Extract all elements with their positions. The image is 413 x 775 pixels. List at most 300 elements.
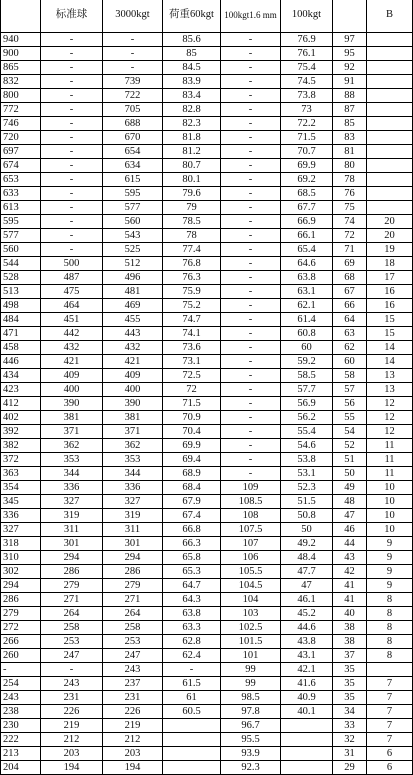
table-cell — [367, 131, 413, 145]
table-cell — [367, 117, 413, 131]
table-cell: 76.8 — [163, 257, 221, 271]
table-cell: 45.2 — [281, 607, 333, 621]
header-row — [1, 0, 413, 33]
table-cell: 772 — [1, 103, 41, 117]
table-cell: - — [221, 327, 281, 341]
table-cell: - — [221, 159, 281, 173]
table-row — [1, 47, 413, 61]
table-cell: 390 — [41, 397, 103, 411]
table-cell: - — [221, 145, 281, 159]
table-cell: 81 — [333, 145, 367, 159]
table-cell: 63.3 — [163, 621, 221, 635]
table-row — [1, 159, 413, 173]
table-cell: - — [1, 663, 41, 677]
table-cell: 213 — [1, 747, 41, 761]
header-text: 3000kgt — [115, 9, 150, 20]
table-cell: 19 — [367, 243, 413, 257]
table-cell: 475 — [41, 285, 103, 299]
table-cell: 68.9 — [163, 467, 221, 481]
table-cell: 33 — [333, 719, 367, 733]
table-cell: 71.5 — [163, 397, 221, 411]
table-cell: 54 — [333, 425, 367, 439]
table-row — [1, 215, 413, 229]
table-cell: 75.4 — [281, 61, 333, 75]
header-text: 100kgt — [291, 9, 322, 20]
table-cell: - — [41, 215, 103, 229]
table-cell: 70.4 — [163, 425, 221, 439]
table-cell: 327 — [41, 495, 103, 509]
header-text: B — [385, 9, 393, 20]
table-cell: 104.5 — [221, 579, 281, 593]
table-cell: 102.5 — [221, 621, 281, 635]
table-cell: 253 — [41, 635, 103, 649]
table-row — [1, 649, 413, 663]
table-cell: 62.4 — [163, 649, 221, 663]
table-cell: 8 — [367, 607, 413, 621]
table-cell: 222 — [1, 733, 41, 747]
table-cell: 286 — [41, 565, 103, 579]
table-cell: 73.8 — [281, 89, 333, 103]
table-cell: 264 — [103, 607, 163, 621]
table-cell: 76.3 — [163, 271, 221, 285]
table-cell: 6 — [367, 761, 413, 775]
table-cell: - — [221, 369, 281, 383]
table-cell: - — [41, 61, 103, 75]
table-row — [1, 593, 413, 607]
table-cell: 82.3 — [163, 117, 221, 131]
table-cell: 498 — [1, 299, 41, 313]
table-cell: 50 — [281, 523, 333, 537]
table-cell: 203 — [103, 747, 163, 761]
table-cell: 446 — [1, 355, 41, 369]
table-row — [1, 173, 413, 187]
table-cell — [367, 159, 413, 173]
table-cell: 10 — [367, 509, 413, 523]
table-cell: 432 — [41, 341, 103, 355]
header-cell — [367, 0, 413, 33]
table-cell: 301 — [41, 537, 103, 551]
table-cell: - — [221, 215, 281, 229]
table-cell: 484 — [1, 313, 41, 327]
table-cell: 43 — [333, 551, 367, 565]
table-cell: 72.5 — [163, 369, 221, 383]
table-cell: 409 — [41, 369, 103, 383]
table-cell: 311 — [41, 523, 103, 537]
table-cell: - — [221, 201, 281, 215]
table-cell — [281, 761, 333, 775]
table-cell: - — [221, 75, 281, 89]
table-cell: 15 — [367, 327, 413, 341]
table-row — [1, 467, 413, 481]
table-cell: 68.4 — [163, 481, 221, 495]
table-cell: 336 — [1, 509, 41, 523]
table-cell: 78.5 — [163, 215, 221, 229]
table-cell: - — [41, 117, 103, 131]
table-cell: 286 — [1, 593, 41, 607]
table-cell: 219 — [41, 719, 103, 733]
table-row — [1, 733, 413, 747]
table-cell: 10 — [367, 481, 413, 495]
table-cell: 7 — [367, 705, 413, 719]
table-cell: 63.8 — [281, 271, 333, 285]
table-cell: 108.5 — [221, 495, 281, 509]
table-cell: 66.9 — [281, 215, 333, 229]
table-cell: 10 — [367, 495, 413, 509]
table-cell: 6 — [367, 747, 413, 761]
table-cell: 32 — [333, 733, 367, 747]
table-cell: 8 — [367, 621, 413, 635]
table-cell: 69.9 — [281, 159, 333, 173]
table-cell: 230 — [1, 719, 41, 733]
table-row — [1, 565, 413, 579]
table-cell: 11 — [367, 453, 413, 467]
table-row — [1, 719, 413, 733]
table-row — [1, 663, 413, 677]
table-cell: 12 — [367, 425, 413, 439]
table-cell: 194 — [103, 761, 163, 775]
table-cell: 59.2 — [281, 355, 333, 369]
table-cell: 81.8 — [163, 131, 221, 145]
table-cell: 471 — [1, 327, 41, 341]
table-cell: 219 — [103, 719, 163, 733]
table-cell: 264 — [41, 607, 103, 621]
table-cell: 243 — [41, 677, 103, 691]
table-cell: 75.9 — [163, 285, 221, 299]
table-cell: 226 — [103, 705, 163, 719]
header-cell — [221, 0, 281, 33]
table-cell: 47 — [333, 509, 367, 523]
table-cell: 73.1 — [163, 355, 221, 369]
table-cell: 87 — [333, 103, 367, 117]
table-cell: 595 — [103, 187, 163, 201]
table-row — [1, 285, 413, 299]
table-cell: 455 — [103, 313, 163, 327]
table-cell: 84.5 — [163, 61, 221, 75]
table-cell: 41 — [333, 579, 367, 593]
table-cell: 253 — [103, 635, 163, 649]
table-cell: - — [41, 103, 103, 117]
table-cell: - — [103, 33, 163, 47]
table-cell — [367, 89, 413, 103]
table-cell: - — [41, 173, 103, 187]
table-row — [1, 551, 413, 565]
table-cell: 76.9 — [281, 33, 333, 47]
table-cell: 900 — [1, 47, 41, 61]
table-cell: 63 — [333, 327, 367, 341]
table-cell: 37 — [333, 649, 367, 663]
header-cell — [281, 0, 333, 33]
table-cell: 71 — [333, 243, 367, 257]
table-cell: 95.5 — [221, 733, 281, 747]
table-cell: 279 — [41, 579, 103, 593]
table-cell: 73 — [281, 103, 333, 117]
table-cell: - — [221, 285, 281, 299]
table-cell: 43.8 — [281, 635, 333, 649]
table-row — [1, 341, 413, 355]
table-cell: 496 — [103, 271, 163, 285]
table-cell: 525 — [103, 243, 163, 257]
table-cell: 336 — [41, 481, 103, 495]
table-cell: 80.7 — [163, 159, 221, 173]
table-cell: - — [41, 33, 103, 47]
table-cell — [281, 733, 333, 747]
table-cell: 345 — [1, 495, 41, 509]
table-cell: 42 — [333, 565, 367, 579]
table-cell: 75 — [333, 201, 367, 215]
table-cell: 279 — [103, 579, 163, 593]
table-cell: 11 — [367, 439, 413, 453]
table-cell: 60 — [333, 355, 367, 369]
table-row — [1, 537, 413, 551]
table-cell: 9 — [367, 579, 413, 593]
table-row — [1, 313, 413, 327]
table-row — [1, 33, 413, 47]
table-cell: 670 — [103, 131, 163, 145]
table-row — [1, 579, 413, 593]
table-cell: 432 — [103, 341, 163, 355]
table-cell: 69.9 — [163, 439, 221, 453]
table-cell: - — [221, 439, 281, 453]
table-cell: 41 — [333, 593, 367, 607]
table-cell: 107 — [221, 537, 281, 551]
table-cell: - — [221, 47, 281, 61]
table-cell: 634 — [103, 159, 163, 173]
table-cell: 560 — [1, 243, 41, 257]
table-cell: 294 — [1, 579, 41, 593]
table-cell: 319 — [103, 509, 163, 523]
table-cell: - — [41, 159, 103, 173]
table-cell: 697 — [1, 145, 41, 159]
table-cell: 354 — [1, 481, 41, 495]
table-cell: 722 — [103, 89, 163, 103]
table-row — [1, 89, 413, 103]
table-cell — [367, 47, 413, 61]
table-cell: 97 — [333, 33, 367, 47]
table-cell: 543 — [103, 229, 163, 243]
table-cell: - — [221, 313, 281, 327]
table-cell: 40 — [333, 607, 367, 621]
table-cell: 362 — [103, 439, 163, 453]
table-cell: 82.8 — [163, 103, 221, 117]
table-row — [1, 635, 413, 649]
table-cell: 34 — [333, 705, 367, 719]
table-cell: 613 — [1, 201, 41, 215]
table-cell: 327 — [1, 523, 41, 537]
table-body — [1, 33, 413, 775]
table-cell: 12 — [367, 397, 413, 411]
table-row — [1, 705, 413, 719]
table-cell: 29 — [333, 761, 367, 775]
table-cell: 258 — [41, 621, 103, 635]
table-cell: 46 — [333, 523, 367, 537]
table-cell: 577 — [1, 229, 41, 243]
table-cell: 9 — [367, 565, 413, 579]
table-cell: 319 — [41, 509, 103, 523]
table-cell: 79 — [163, 201, 221, 215]
table-cell: 615 — [103, 173, 163, 187]
table-cell: 60 — [281, 341, 333, 355]
table-cell: 62 — [333, 341, 367, 355]
table-cell: 51.5 — [281, 495, 333, 509]
table-cell: 97.8 — [221, 705, 281, 719]
table-cell: 43.1 — [281, 649, 333, 663]
table-cell: 8 — [367, 649, 413, 663]
table-cell: 423 — [1, 383, 41, 397]
table-cell: 53.8 — [281, 453, 333, 467]
table-cell: 62.8 — [163, 635, 221, 649]
table-cell: - — [41, 47, 103, 61]
table-cell: 13 — [367, 369, 413, 383]
table-cell: 254 — [1, 677, 41, 691]
table-cell: 80 — [333, 159, 367, 173]
table-cell: 560 — [103, 215, 163, 229]
table-cell: 16 — [367, 299, 413, 313]
header-text: 标准球 — [55, 9, 88, 20]
table-cell: 57.7 — [281, 383, 333, 397]
table-cell: - — [221, 299, 281, 313]
table-cell: 247 — [103, 649, 163, 663]
table-cell: 44.6 — [281, 621, 333, 635]
table-cell: 318 — [1, 537, 41, 551]
table-cell: 69.2 — [281, 173, 333, 187]
table-cell: 212 — [41, 733, 103, 747]
table-cell: 633 — [1, 187, 41, 201]
table-row — [1, 257, 413, 271]
table-cell: 443 — [103, 327, 163, 341]
table-cell: 88 — [333, 89, 367, 103]
table-cell: 106 — [221, 551, 281, 565]
table-cell: 10 — [367, 523, 413, 537]
table-cell: 70.9 — [163, 411, 221, 425]
table-cell: 11 — [367, 467, 413, 481]
table-cell: 83.4 — [163, 89, 221, 103]
table-cell: 528 — [1, 271, 41, 285]
table-cell: 101.5 — [221, 635, 281, 649]
table-cell: 35 — [333, 691, 367, 705]
table-cell: 7 — [367, 677, 413, 691]
table-cell: 17 — [367, 271, 413, 285]
table-cell: 66.1 — [281, 229, 333, 243]
table-cell: 865 — [1, 61, 41, 75]
table-cell: 108 — [221, 509, 281, 523]
table-cell: 212 — [103, 733, 163, 747]
table-cell: 243 — [1, 691, 41, 705]
table-cell: 20 — [367, 215, 413, 229]
table-cell: 76.1 — [281, 47, 333, 61]
table-cell: 286 — [103, 565, 163, 579]
table-cell: 93.9 — [221, 747, 281, 761]
table-cell: 95 — [333, 47, 367, 61]
table-cell: 203 — [41, 747, 103, 761]
table-cell: 52.3 — [281, 481, 333, 495]
table-cell: 13 — [367, 383, 413, 397]
table-cell: 260 — [1, 649, 41, 663]
table-cell: 65.8 — [163, 551, 221, 565]
table-cell: 56.2 — [281, 411, 333, 425]
table-row — [1, 117, 413, 131]
table-cell: 48 — [333, 495, 367, 509]
table-cell: 20 — [367, 229, 413, 243]
table-cell: 231 — [41, 691, 103, 705]
table-cell: 48.4 — [281, 551, 333, 565]
table-cell: 327 — [103, 495, 163, 509]
table-row — [1, 621, 413, 635]
table-row — [1, 411, 413, 425]
table-cell: 371 — [103, 425, 163, 439]
table-cell: 91 — [333, 75, 367, 89]
table-cell: 344 — [41, 467, 103, 481]
table-cell: 371 — [41, 425, 103, 439]
table-cell: 58 — [333, 369, 367, 383]
table-cell — [367, 75, 413, 89]
table-cell: 40.9 — [281, 691, 333, 705]
table-cell: 85 — [333, 117, 367, 131]
table-cell: 469 — [103, 299, 163, 313]
table-cell: 71.5 — [281, 131, 333, 145]
table-cell: - — [221, 467, 281, 481]
table-cell: 746 — [1, 117, 41, 131]
table-cell: 500 — [41, 257, 103, 271]
table-cell: 372 — [1, 453, 41, 467]
table-cell: 61.5 — [163, 677, 221, 691]
table-cell: 409 — [103, 369, 163, 383]
table-cell: 15 — [367, 313, 413, 327]
table-cell: - — [221, 355, 281, 369]
table-cell: 442 — [41, 327, 103, 341]
table-cell: 8 — [367, 593, 413, 607]
table-cell: 238 — [1, 705, 41, 719]
table-cell: 77.4 — [163, 243, 221, 257]
table-cell: 674 — [1, 159, 41, 173]
table-cell: 38 — [333, 635, 367, 649]
table-row — [1, 495, 413, 509]
table-cell: 103 — [221, 607, 281, 621]
table-row — [1, 145, 413, 159]
table-cell: 92.3 — [221, 761, 281, 775]
table-cell: 55.4 — [281, 425, 333, 439]
table-cell: 68 — [333, 271, 367, 285]
table-cell: 64 — [333, 313, 367, 327]
table-row — [1, 327, 413, 341]
table-cell: - — [221, 131, 281, 145]
table-cell: 362 — [41, 439, 103, 453]
table-cell: 7 — [367, 719, 413, 733]
table-row — [1, 425, 413, 439]
table-cell: 653 — [1, 173, 41, 187]
table-cell: 654 — [103, 145, 163, 159]
table-row — [1, 677, 413, 691]
table-cell: 72.2 — [281, 117, 333, 131]
table-cell — [367, 103, 413, 117]
table-cell: 301 — [103, 537, 163, 551]
table-cell: 65.3 — [163, 565, 221, 579]
table-cell: 68.5 — [281, 187, 333, 201]
table-cell: 56.9 — [281, 397, 333, 411]
table-cell: 400 — [41, 383, 103, 397]
table-cell: 226 — [41, 705, 103, 719]
table-cell: 9 — [367, 537, 413, 551]
table-cell: 60.5 — [163, 705, 221, 719]
table-cell: 66 — [333, 299, 367, 313]
table-cell — [163, 733, 221, 747]
table-cell: 9 — [367, 551, 413, 565]
table-cell: 940 — [1, 33, 41, 47]
table-cell: 41.6 — [281, 677, 333, 691]
header-text: 荷重60kgt — [169, 9, 214, 20]
table-cell: 8 — [367, 635, 413, 649]
table-cell: - — [221, 229, 281, 243]
table-cell: 92 — [333, 61, 367, 75]
